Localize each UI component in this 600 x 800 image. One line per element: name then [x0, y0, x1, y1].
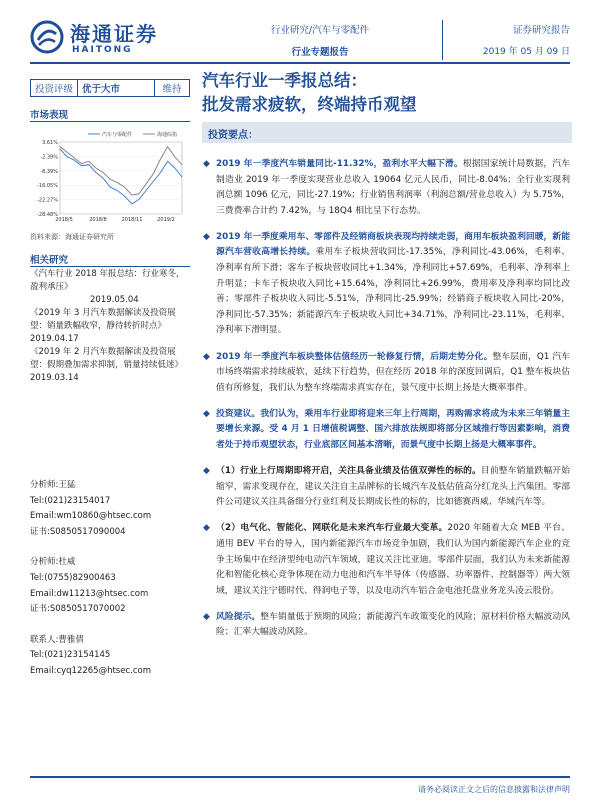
paragraph-lead: 投资建议。我们认为，乘用车行业即将迎来三年上行周期，再购需求将成为未来三年销量主要增长来源。受 4 月 1 日增值税调整、国六排放法规即将部分区域推行等因素影响，消费者处于持币观望状态，行业底部区间基本清晰，而景气度中长期上扬是大概率事件。 — [216, 408, 570, 450]
market-chart — [30, 128, 190, 228]
analyst-name: 分析师:杜威 — [30, 557, 76, 568]
chart-x-tick-label: 2018/5 — [55, 217, 73, 223]
related-list — [30, 268, 190, 385]
chart-y-tick-label: 3.61% — [42, 140, 58, 146]
bullet-icon: ◆ — [203, 351, 210, 362]
paragraph-text: 乘用车子板块营收同比-17.35%，净利同比-43.06%，毛利率、净利率有所下滑；客车子板块营收同比+1.34%，净利同比+57.69%，毛利率、净利率上升明显；卡车子板块收入同比+15.64%，净利同比+26.99%，费用率及净利率均同比改善；零部件子板块收入同比-5.51%，净利同比-25.99%；经销商子板块收入同比-20%，净利同比-57.35%；新能源汽车子板块收入同比+34.71%，净利同比-23.11%，毛利率、净利率下滑明显。 — [216, 247, 570, 336]
paragraph-lead: 2019 年一季度汽车板块整体估值经历一轮修复行情，后期走势分化。 — [216, 351, 493, 362]
header-doc-type: 证券研究报告 — [512, 25, 570, 36]
paragraph-text: 2020 年随着大众 MEB 平台、通用 BEV 平台的导入，国内新能源汽车市场竞争加剧，我们认为国内新能源汽车企业的竞争主场集中在经济型纯电动汽车领域，建议关注比亚迪。零部件层面，我们认为未来新能源化和智能化核心竞争体现在动力电池和汽车半导体（传感器、功率器件、控制器等）两大领域，建议关注宁德时代、得润电子等，以及电动汽车铝合金电池托盘业务龙头凌云股份。 — [216, 523, 570, 596]
analyst-card — [30, 555, 190, 617]
key-points-title: 投资要点： — [208, 130, 258, 141]
footer-rule — [30, 776, 570, 778]
analyst-email[interactable]: Email:wm10860@htsec.com — [30, 511, 152, 522]
bullet-icon: ◆ — [203, 611, 210, 622]
analyst-list — [30, 478, 190, 695]
analyst-tel: Tel:(021)23154017 — [30, 495, 111, 506]
header-divider — [442, 20, 443, 60]
chart-y-tick-label: -22.27% — [37, 197, 58, 204]
footer-disclaimer: 请务必阅读正文之后的信息披露和法律声明 — [418, 785, 570, 794]
paragraph-text: 整车销量低于预期的风险；新能源汽车政策变化的风险；原材料价格大幅波动风险；汇率大幅波动风险。 — [216, 611, 570, 638]
chart-y-tick-label: -8.39% — [40, 168, 58, 175]
related-item-date: 2019.04.17 — [30, 334, 79, 344]
rating-change: 维持 — [162, 84, 182, 95]
bullet-icon: ◆ — [203, 159, 210, 169]
chart-series-line — [60, 149, 182, 204]
analyst-email[interactable]: Email:cyq12265@htsec.com — [30, 665, 151, 676]
chart-x-tick-label: 2018/8 — [89, 217, 107, 223]
paragraph-lead: 2019 年一季度汽车销量同比-11.32%，盈利水平大幅下滑。 — [216, 159, 463, 169]
paragraph-text: 根据国家统计局数据，汽车制造业 2019 年一季度实现营业总收入 19064 亿元人民币，同比-8.04%；全行业实现利润总额 1096 亿元，同比-27.19%；行业销售利润率（利润总额/营业总收入）为 5.75%，三费费率合计约 7.42%，与 18Q4 相比呈下行态势。 — [216, 159, 570, 216]
chart-x-tick-label: 2019/2 — [157, 217, 175, 223]
key-point-paragraph — [202, 407, 570, 454]
related-item-date: 2019.05.04 — [90, 295, 139, 305]
key-point-paragraph — [202, 230, 570, 339]
key-point-paragraph — [202, 350, 570, 397]
analyst-name: 分析师:王猛 — [30, 480, 76, 490]
logo-cn: 海通证券 — [70, 22, 158, 46]
paragraph-lead: （2）电气化、智能化、网联化是未来汽车行业最大变革。 — [216, 523, 448, 534]
market-title-rule — [30, 121, 190, 122]
analyst-cert: 证书:S0850517070002 — [30, 604, 126, 615]
header-right-block — [450, 22, 570, 57]
related-item[interactable] — [30, 346, 190, 385]
related-item-title: 《汽车行业 2018 年报总结：行业寒冬，盈利承压》 — [30, 269, 185, 292]
related-item-date: 2019.03.14 — [30, 373, 79, 383]
logo-en: HAITONG — [72, 45, 133, 55]
analyst-tel: Tel:(0755)82900463 — [30, 572, 116, 583]
bullet-icon: ◆ — [203, 408, 210, 419]
key-points-body — [202, 157, 570, 652]
analyst-email[interactable]: Email:dw11213@htsec.com — [30, 588, 149, 599]
paragraph-text: 整车层面，Q1 汽车市场终端需求持续疲软，延续下行趋势，但在经历 2018 年的深度回调后，Q1 整车板块估值有所修复，我们认为整车终端需求真实存在，景气度中长期上扬是大概率事件。 — [216, 351, 570, 393]
investment-rating — [30, 79, 190, 97]
key-points-banner — [202, 122, 572, 143]
header-category-block — [255, 22, 385, 58]
header-date: 2019 年 05 月 09 日 — [482, 47, 570, 57]
analyst-name: 联系人:曹雅倩 — [30, 634, 84, 645]
rating-value: 优于大市 — [78, 80, 155, 96]
header-report-type: 行业专题报告 — [291, 47, 349, 58]
report-title-line1: 汽车行业一季报总结： — [202, 71, 367, 90]
market-chart-svg — [30, 128, 190, 228]
haitong-logo-icon — [30, 20, 64, 54]
chart-x-tick-label: 2018/11 — [121, 217, 143, 223]
key-point-paragraph — [202, 157, 570, 219]
report-title-line2: 批发需求疲软，终端持币观望 — [202, 95, 417, 114]
analyst-tel: Tel:(021)23154145 — [30, 650, 111, 661]
report-header — [0, 0, 600, 70]
chart-legend-label: 海通综指 — [157, 132, 178, 138]
analyst-card — [30, 633, 190, 680]
paragraph-lead: 风险提示。 — [216, 611, 261, 622]
paragraph-lead: （1）行业上行周期即将开启，关注具备业绩及估值双弹性的标的。 — [216, 466, 481, 477]
bullet-icon: ◆ — [203, 231, 210, 242]
chart-y-tick-label: -2.39% — [40, 154, 58, 161]
related-title: 相关研究 — [30, 255, 69, 266]
related-title-rule — [30, 266, 190, 267]
paragraph-lead: 2019 年一季度乘用车、零部件及经销商板块表现均持续走弱，商用车板块盈利回暖，新能源汽车营收高增长持续。 — [216, 231, 570, 258]
header-category: 行业研究/汽车与零配件 — [270, 25, 370, 36]
bullet-icon: ◆ — [203, 466, 210, 477]
key-point-paragraph — [202, 464, 570, 511]
header-rule — [30, 62, 570, 64]
related-item-title: 《2019 年 3 月汽车数据解读及投资展望：销量跌幅收窄，静待转折时点》 — [30, 308, 176, 331]
key-point-paragraph — [202, 610, 570, 641]
related-item-title: 《2019 年 2 月汽车数据解读及投资展望：假期叠加需求抑制，销量持续低迷》 — [30, 347, 184, 370]
analyst-card — [30, 478, 190, 540]
key-point-paragraph — [202, 521, 570, 599]
haitong-logo — [30, 18, 170, 62]
chart-legend-label: 汽车与零配件 — [102, 132, 133, 138]
related-item[interactable] — [30, 268, 190, 307]
market-title: 市场表现 — [30, 110, 69, 121]
related-item[interactable] — [30, 307, 190, 346]
chart-y-tick-label: -16.05% — [37, 183, 58, 190]
rating-label: 投资评级 — [31, 80, 78, 96]
bullet-icon: ◆ — [203, 523, 210, 534]
chart-y-tick-label: -28.48% — [37, 212, 58, 218]
chart-source: 资料来源：海通证券研究所 — [30, 233, 114, 241]
analyst-cert: 证书:S0850517090004 — [30, 526, 126, 537]
paragraph-text: 目前整车销量跌幅开始缩窄，需求变现存在，建议关注自主品牌标的长城汽车及低估值高分红龙头上汽集团。零部件公司建议关注具备细分行业红利及长期成长性的标的，比如德赛西威、华域汽车等。 — [216, 466, 570, 508]
